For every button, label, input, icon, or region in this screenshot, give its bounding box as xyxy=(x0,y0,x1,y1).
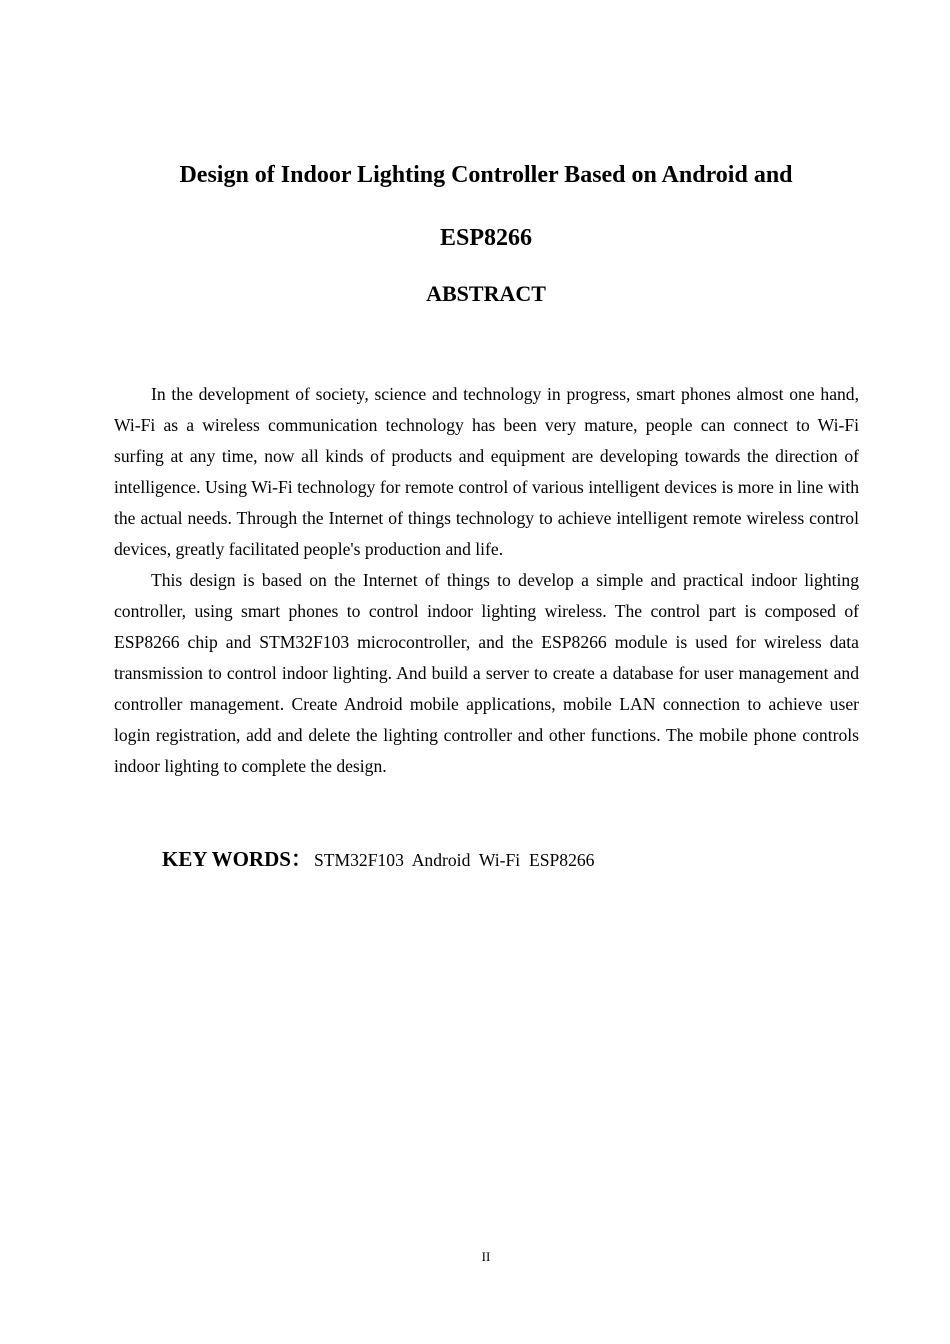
abstract-paragraph-2: This design is based on the Internet of things to develop a simple and practical indoor lighting controller, using smart phones to control indoor lighting wireless. The control part is composed of ESP8266 chip and STM32F103 microcontroller, and the ESP8266 module is used for wireless data transmission to control indoor lighting. And build a server to create a database for user management and controller management. Create Android mobile applications, mobile LAN connection to achieve user login registration, add and delete the lighting controller and other functions. The mobile phone controls indoor lighting to complete the design. xyxy=(114,570,859,776)
abstract-paragraph-1: In the development of society, science and technology in progress, smart phones almost one hand, Wi-Fi as a wireless communication technology has been very mature, people can connect to Wi-Fi surfing at any time, now all kinds of products and equipment are developing towards the direction of intelligence. Using Wi-Fi technology for remote control of various intelligent devices is more in line with the actual needs. Through the Internet of things technology to achieve intelligent remote wireless control devices, greatly facilitated people's production and life. xyxy=(114,384,859,559)
abstract-heading: ABSTRACT xyxy=(426,281,546,306)
keywords-line xyxy=(162,845,862,874)
keywords-label: KEY WORDS： xyxy=(162,847,312,871)
page-number: II xyxy=(481,1249,491,1264)
document-title-line-2: ESP8266 xyxy=(439,225,532,251)
abstract-body xyxy=(114,379,859,782)
keywords-values: STM32F103 Android Wi-Fi ESP8266 xyxy=(313,850,595,870)
document-title-line-1: Design of Indoor Lighting Controller Based on Android and xyxy=(179,162,793,188)
